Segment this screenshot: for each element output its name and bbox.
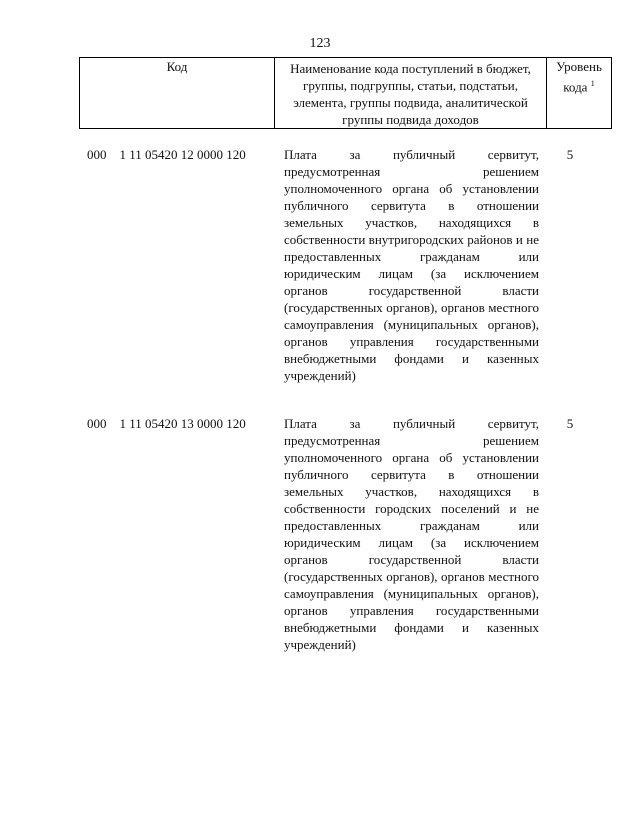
header-name: Наименование кода поступлений в бюджет, группы, подгруппы, статьи, подстатьи, элемента, группы подвида, аналитической группы подвида доходов: [275, 58, 547, 129]
page-number: 123: [309, 36, 331, 51]
row-level: 5: [566, 416, 574, 431]
row-code: 000 1 11 05420 12 0000 120: [87, 147, 246, 162]
row-code: 000 1 11 05420 13 0000 120: [87, 416, 246, 431]
footnote-mark: 1: [590, 79, 595, 88]
row-level: 5: [566, 147, 574, 162]
header-level: [547, 58, 612, 129]
table-header: [79, 57, 612, 129]
header-level-label: Уровень кода: [556, 59, 602, 95]
header-code: Код: [80, 58, 275, 129]
row-name: Плата за публичный сервитут, предусмотренная решением уполномоченного органа об установлении публичного сервитута в отношении земельных участков, находящихся в собственности городских поселений и не предоставленных гражданам или юридическим лицам (за исключением органов государственной власти (государственных органов), органов местного самоуправления (муниципальных органов), органов управления государственными внебюджетными фондами и казенных учреждений): [284, 416, 539, 652]
row-name: Плата за публичный сервитут, предусмотренная решением уполномоченного органа об установлении публичного сервитута в отношении земельных участков, находящихся в собственности внутригородских районов и не предоставленных гражданам или юридическим лицам (за исключением органов государственной власти (государственных органов), органов местного самоуправления (муниципальных органов), органов управления государственными внебюджетными фондами и казенных учреждений): [284, 147, 539, 383]
